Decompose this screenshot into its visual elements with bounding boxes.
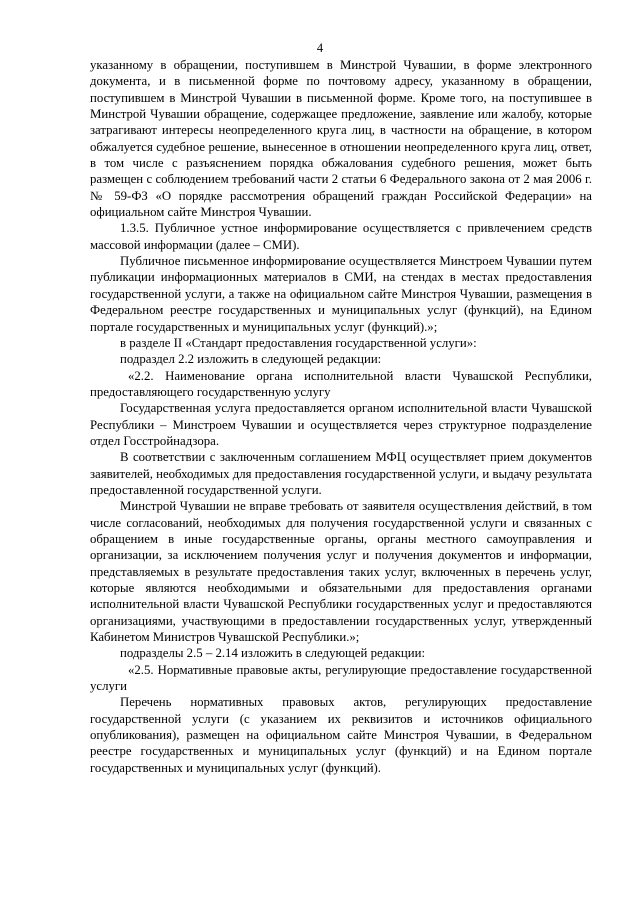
page-number: 4 [316, 41, 324, 55]
document-body [90, 57, 592, 776]
paragraph-mfc-agreement: В соответствии с заключенным соглашением МФЦ осуществляет прием документов заявителей, необходимых для предоставления государственной услуги, и выдачу результата предоставленной государственной услуги. [90, 450, 592, 497]
paragraph-subsection-2-2: подраздел 2.2 изложить в следующей редакции: [120, 352, 382, 367]
paragraph-2-2-heading: «2.2. Наименование органа исполнительной власти Чувашской Республики, предоставляющего государственную услугу [90, 368, 592, 399]
paragraph-2-5-heading: «2.5. Нормативные правовые акты, регулирующие предоставление государственной услуги [90, 662, 592, 694]
paragraph-service-provider: Государственная услуга предоставляется органом исполнительной власти Чувашской Республики – Минстроем Чувашии и осуществляется через структурное подразделение отдел Госстройнадзора. [90, 401, 592, 448]
paragraph-section-ii: в разделе II «Стандарт предоставления государственной услуги»: [120, 335, 477, 350]
paragraph-continuation: указанному в обращении, поступившем в Минстрой Чувашии, в форме электронного документа, и в письменной форме по почтовому адресу, указанному в обращении, поступившем в Минстрой Чувашии в письменной форме. Кроме того, на поступившее в Минстрой Чувашии обращение, содержащее предложение, заявление или жалобу, которые затрагивают интересы неопределенного круга лиц, в частности на обращение, в котором обжалуется судебное решение, вынесенное в отношении неопределенного круга лиц, ответ, в том числе с разъяснением порядка обжалования судебного решения, может быть размещен с соблюдением требований части 2 статьи 6 Федерального закона от 2 мая 2006 г. № 59-ФЗ «О порядке рассмотрения обращений граждан Российской Федерации» на официальном сайте Минстроя Чувашии. [90, 58, 592, 220]
paragraph-written-informing: Публичное письменное информирование осуществляется Минстроем Чувашии путем публикации информационных материалов в СМИ, на стендах в местах предоставления государственной услуги, а также на официальном сайте Минстроя Чувашии, размещения в Федеральном реестре государственных и муниципальных услуг (функций), на Едином портале государственных и муниципальных услуг (функций).»; [90, 254, 592, 334]
paragraph-legal-acts-list: Перечень нормативных правовых актов, регулирующих предоставление государственной услуги (с указанием их реквизитов и источников официального опубликования), размещен на официальном сайте Минстроя Чувашии, в Федеральном реестре государственных и муниципальных услуг (функций) и на Едином портале государственных и муниципальных услуг (функций). [90, 695, 592, 775]
paragraph-subsections-2-5-2-14: подразделы 2.5 – 2.14 изложить в следующей редакции: [120, 646, 426, 661]
paragraph-1-3-5: 1.3.5. Публичное устное информирование осуществляется с привлечением средств массовой информации (далее – СМИ). [90, 221, 592, 252]
paragraph-not-entitled: Минстрой Чувашии не вправе требовать от заявителя осуществления действий, в том числе согласований, необходимых для получения государственной услуги и связанных с обращением в иные государственные органы, органы местного самоуправления и организации, за исключением получения услуг и получения документов и информации, представляемых в результате предоставления таких услуг, включенных в перечень услуг, которые являются необходимыми и обязательными для предоставления органами исполнительной власти Чувашской Республики государственных услуг и предоставляются организациями, участвующими в предоставлении государственных услуг, утвержденный Кабинетом Министров Чувашской Республики.»; [90, 499, 592, 645]
